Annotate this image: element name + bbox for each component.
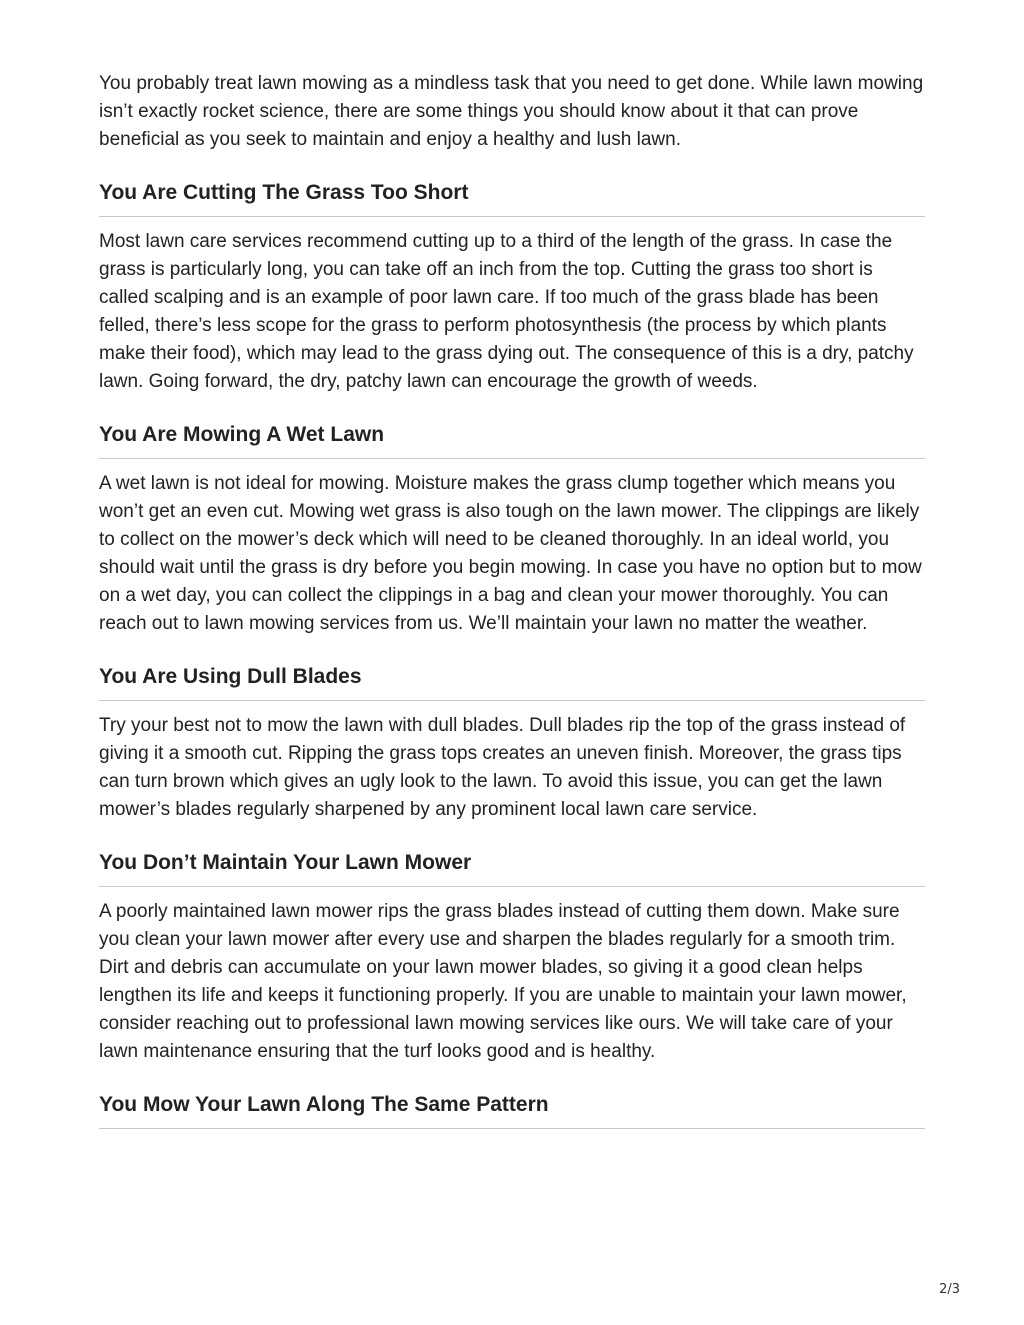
section-heading: You Are Using Dull Blades: [99, 663, 925, 701]
section-heading: You Mow Your Lawn Along The Same Pattern: [99, 1091, 925, 1129]
section-same-pattern: [99, 1091, 925, 1129]
section-body: Most lawn care services recommend cutting up to a third of the length of the grass. In case the grass is particularly long, you can take off an inch from the top. Cutting the grass too short is called scalping and is an example of poor lawn care. If too much of the grass blade has been felled, there’s less scope for the grass to perform photosynthesis (the process by which plants make their food), which may lead to the grass dying out. The consequence of this is a dry, patchy lawn. Going forward, the dry, patchy lawn can encourage the growth of weeds.: [99, 231, 914, 392]
section-cutting-too-short: [99, 179, 925, 396]
section-body: A poorly maintained lawn mower rips the grass blades instead of cutting them down. Make sure you clean your lawn mower after every use and sharpen the blades regularly for a smooth trim. Dirt and debris can accumulate on your lawn mower blades, so giving it a good clean helps lengthen its life and keeps it functioning properly. If you are unable to maintain your lawn mower, consider reaching out to professional lawn mowing services like ours. We will take care of your lawn maintenance ensuring that the turf looks good and is healthy.: [99, 901, 907, 1062]
section-maintain-mower: [99, 849, 925, 1066]
section-body: A wet lawn is not ideal for mowing. Moisture makes the grass clump together which means you won’t get an even cut. Mowing wet grass is also tough on the lawn mower. The clippings are likely to collect on the mower’s deck which will need to be cleaned thoroughly. In an ideal world, you should wait until the grass is dry before you begin mowing. In case you have no option but to mow on a wet day, you can collect the clippings in a bag and clean your mower thoroughly. You can reach out to lawn mowing services from us. We’ll maintain your lawn no matter the weather.: [99, 473, 922, 634]
document-page: [99, 70, 925, 1154]
section-body: Try your best not to mow the lawn with dull blades. Dull blades rip the top of the grass instead of giving it a smooth cut. Ripping the grass tops creates an uneven finish. Moreover, the grass tips can turn brown which gives an ugly look to the lawn. To avoid this issue, you can get the lawn mower’s blades regularly sharpened by any prominent local lawn care service.: [99, 715, 906, 820]
page-number: 2/3: [939, 1282, 960, 1297]
section-heading: You Are Mowing A Wet Lawn: [99, 421, 925, 459]
intro-paragraph: You probably treat lawn mowing as a mindless task that you need to get done. While lawn mowing isn’t exactly rocket science, there are some things you should know about it that can prove beneficial as you seek to maintain and enjoy a healthy and lush lawn.: [99, 73, 924, 150]
section-dull-blades: [99, 663, 925, 824]
section-wet-lawn: [99, 421, 925, 638]
section-heading: You Are Cutting The Grass Too Short: [99, 179, 925, 217]
section-heading: You Don’t Maintain Your Lawn Mower: [99, 849, 925, 887]
